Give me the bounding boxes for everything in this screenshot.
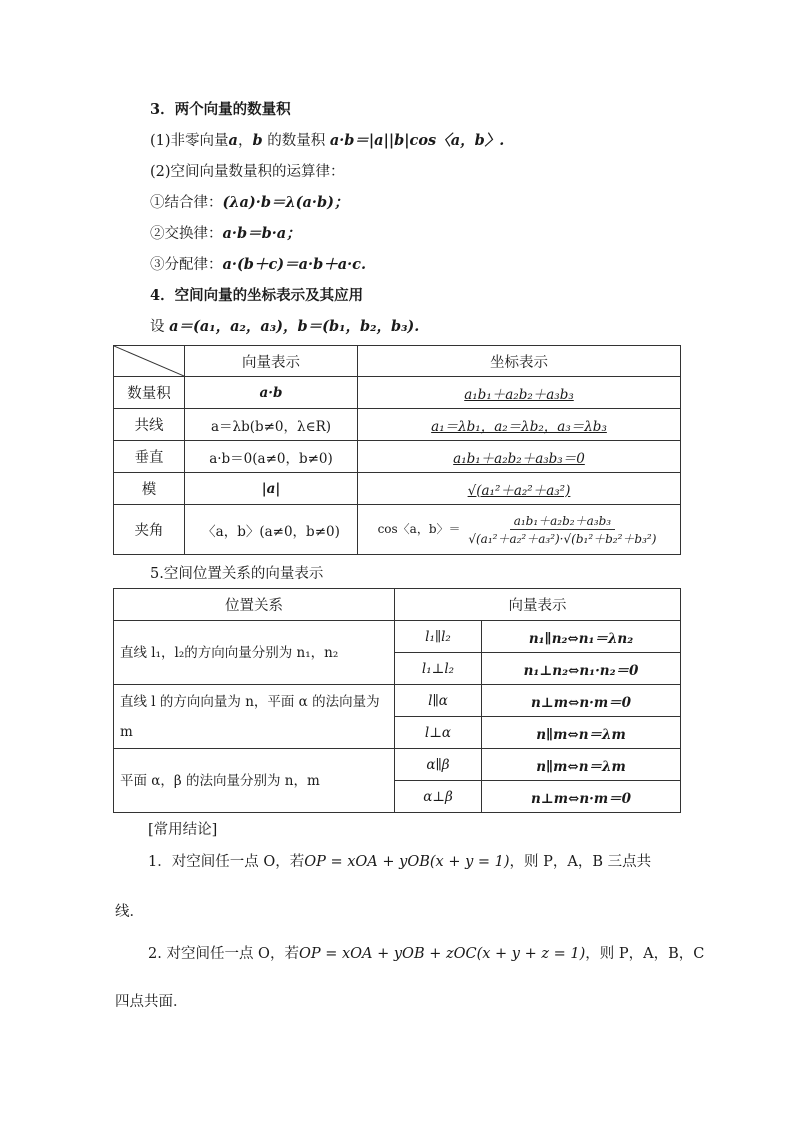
row-vector: |a| [185,473,358,505]
row-coord: a₁＝λb₁，a₂＝λb₂，a₃＝λb₃ [358,409,681,441]
conclusion-2-suffix: ，则 P，A，B，C [585,946,705,962]
row-coord: a₁b₁＋a₂b₂＋a₃b₃ [358,377,681,409]
associative-label: ①结合律： [150,195,223,211]
section-3-heading: 3．两个向量的数量积 [150,101,291,118]
relation-vector: n⊥m⇔n·m＝0 [482,781,681,813]
def-formula: a·b＝|a||b|cos〈a，b〉. [329,132,505,149]
distributive-law [150,253,366,274]
row-coord [358,505,681,555]
relation-vector: n₁⊥n₂⇔n₁·n₂＝0 [482,653,681,685]
relation-vector: n∥m⇔n＝λm [482,749,681,781]
section-4-heading: 4．空间向量的坐标表示及其应用 [150,287,364,304]
def-mid: 的数量积 [262,133,330,149]
header-coord-repr: 坐标表示 [358,346,681,377]
laws-heading: (2)空间向量数量积的运算律： [150,164,345,180]
relation-vector: n₁∥n₂⇔n₁＝λn₂ [482,621,681,653]
table-row [114,505,681,555]
conclusion-1-formula: OP = xOA + yOB(x + y = 1) [304,854,510,870]
conclusion-1-prefix: 1．对空间任一点 O，若 [148,854,305,870]
coordinate-table [113,345,681,555]
relation-vector: n⊥m⇔n·m＝0 [482,685,681,717]
row-coord: a₁b₁＋a₂b₂＋a₃b₃＝0 [358,441,681,473]
relation-symbol: l₁⊥l₂ [395,653,482,685]
def-vector-b: b [252,132,263,149]
table-row [114,621,681,653]
setup-formula: a＝(a₁，a₂，a₃)，b＝(b₁，b₂，b₃). [169,318,420,335]
table-row [114,409,681,441]
relation-symbol: l₁∥l₂ [395,621,482,653]
conclusion-1-continuation: 线． [115,904,144,920]
associative-law [150,191,348,212]
row-vector: a＝λb(b≠0，λ∈R) [185,409,358,441]
def-vector-a: a [228,132,238,149]
diagonal-line [114,346,184,376]
relation-description: 平面 α，β 的法向量分别为 n，m [114,749,395,813]
table-row [114,377,681,409]
row-name: 模 [114,473,185,505]
def-sep: ， [237,133,253,149]
diagonal-header-cell [114,346,185,377]
relation-symbol: α∥β [395,749,482,781]
table-row [114,441,681,473]
coordinate-setup [150,315,419,336]
relation-symbol: l∥α [395,685,482,717]
row-vector: a·b＝0(a≠0，b≠0) [185,441,358,473]
conclusion-2-continuation: 四点共面． [115,994,188,1010]
relation-vector: n∥m⇔n＝λm [482,717,681,749]
def-prefix: (1)非零向量 [150,133,229,149]
conclusion-2-prefix: 2. 对空间任一点 O，若 [148,946,299,962]
distributive-label: ③分配律： [150,257,223,273]
commutative-formula: a·b＝b·a； [222,225,301,242]
section-5-heading: 5.空间位置关系的向量表示 [150,566,324,582]
header-vector-repr: 向量表示 [185,346,358,377]
relation-symbol: l⊥α [395,717,482,749]
angle-denominator: √(a₁²＋a₂²＋a₃²)·√(b₁²＋b₂²＋b₃²) [468,532,657,546]
header-position-relation: 位置关系 [114,589,395,621]
relation-description: 直线 l 的方向向量为 n，平面 α 的法向量为 m [114,685,395,749]
conclusion-2 [148,942,704,963]
relation-description: 直线 l₁，l₂的方向向量分别为 n₁，n₂ [114,621,395,685]
table-row [114,685,681,717]
row-name: 垂直 [114,441,185,473]
associative-formula: (λa)·b＝λ(a·b)； [222,194,349,211]
commutative-label: ②交换律： [150,226,223,242]
angle-numerator: a₁b₁＋a₂b₂＋a₃b₃ [510,512,615,530]
table-row [114,749,681,781]
row-vector: a·b [185,377,358,409]
dot-product-definition [150,129,504,150]
distributive-formula: a·(b＋c)＝a·b＋a·c. [222,256,367,273]
conclusions-label: [常用结论] [148,822,218,838]
angle-cos-prefix: cos〈a，b〉＝ [377,522,461,536]
header-vector-repr: 向量表示 [395,589,681,621]
conclusion-2-formula: OP = xOA + yOB + zOC(x + y + z = 1) [298,946,586,962]
setup-prefix: 设 [150,319,170,335]
commutative-law [150,222,301,243]
position-relation-table [113,588,681,813]
conclusion-1 [148,850,651,871]
angle-fraction [464,512,660,547]
conclusion-1-suffix: ，则 P，A，B 三点共 [509,854,652,870]
row-coord: √(a₁²＋a₂²＋a₃²) [358,473,681,505]
row-vector: 〈a，b〉(a≠0，b≠0) [185,505,358,555]
relation-symbol: α⊥β [395,781,482,813]
row-name: 数量积 [114,377,185,409]
row-name: 共线 [114,409,185,441]
table-row [114,473,681,505]
row-name: 夹角 [114,505,185,555]
